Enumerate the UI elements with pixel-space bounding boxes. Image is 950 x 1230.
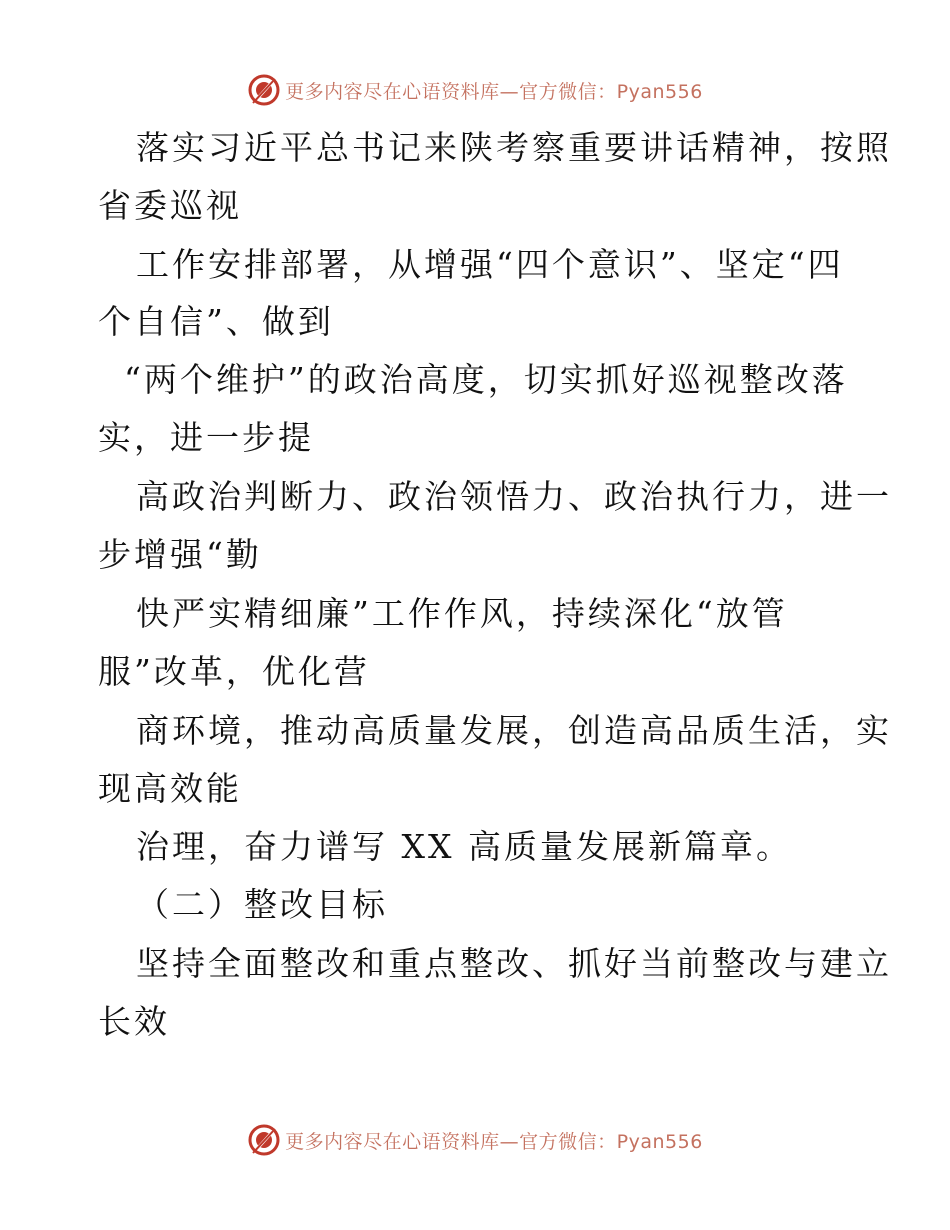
text-line: 坚持全面整改和重点整改、抓好当前整改与建立 xyxy=(136,944,892,983)
text-line: 个自信”、做到 xyxy=(98,302,334,341)
text-line: “两个维护”的政治高度，切实抓好巡视整改落 xyxy=(124,360,848,399)
text-line: 商环境，推动高质量发展，创造高品质生活，实 xyxy=(136,711,892,750)
text-line: 工作安排部署，从增强“四个意识”、坚定“四 xyxy=(136,245,844,284)
watermark-text: 更多内容尽在心语资料库—官方微信：Pyan556 xyxy=(285,1130,703,1153)
seal-logo-icon xyxy=(247,1123,281,1157)
text-line: 步增强“勤 xyxy=(98,535,262,574)
watermark-text: 更多内容尽在心语资料库—官方微信：Pyan556 xyxy=(285,80,703,103)
text-line: 治理，奋力谱写 XX 高质量发展新篇章。 xyxy=(136,827,792,866)
text-line: 省委巡视 xyxy=(98,186,242,225)
text-line: 实，进一步提 xyxy=(98,418,314,457)
text-line: 现高效能 xyxy=(98,769,242,808)
text-line: 高政治判断力、政治领悟力、政治执行力，进一 xyxy=(136,477,892,516)
text-line: 快严实精细廉”工作作风，持续深化“放管 xyxy=(136,594,788,633)
text-line: 落实习近平总书记来陕考察重要讲话精神，按照 xyxy=(136,128,892,167)
header-watermark xyxy=(0,70,950,110)
footer-watermark xyxy=(0,1120,950,1160)
text-line: 长效 xyxy=(98,1002,170,1041)
text-line: 服”改革，优化营 xyxy=(98,652,370,691)
seal-logo-icon xyxy=(247,73,281,107)
section-heading: （二）整改目标 xyxy=(136,885,388,924)
